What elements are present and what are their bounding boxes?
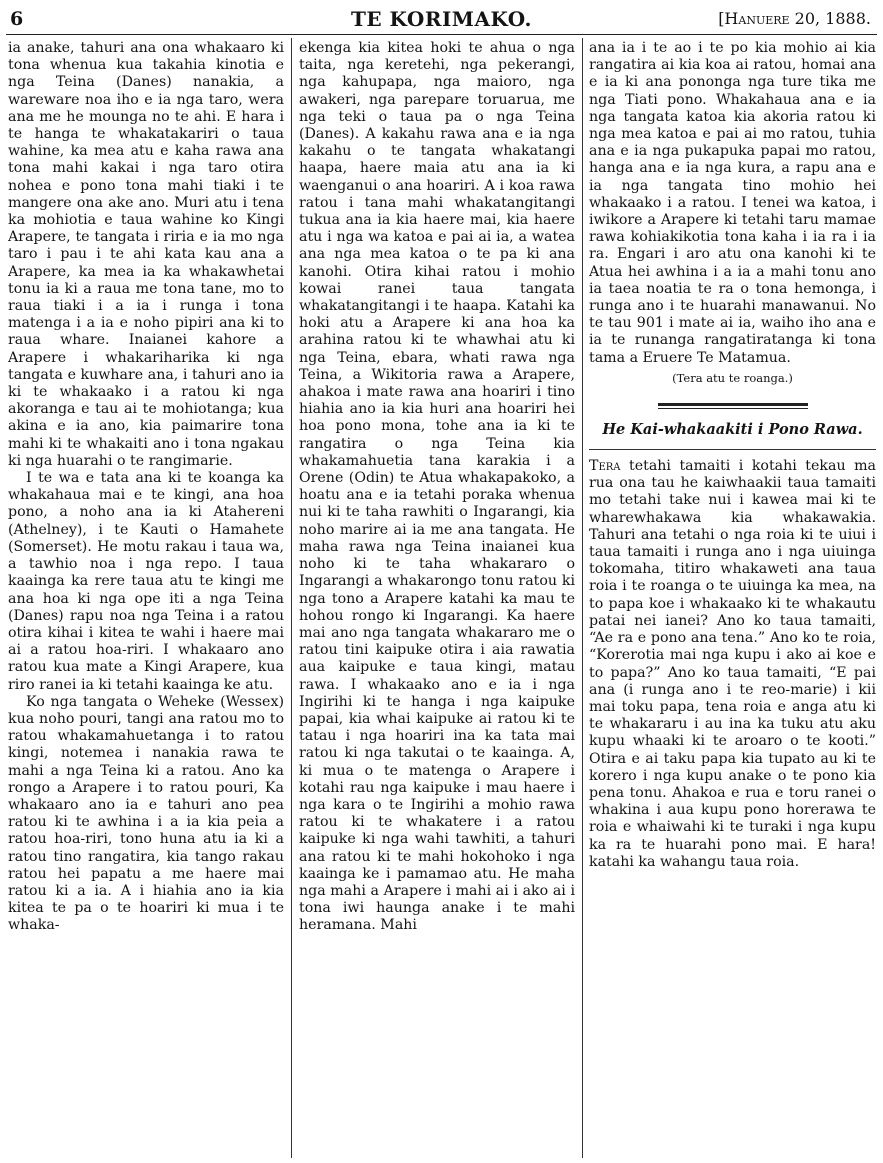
column-1 — [8, 40, 284, 1156]
column-3 — [589, 40, 876, 1156]
newspaper-title: TE KORIMAKO. — [350, 7, 533, 31]
continued-note: (Tera atu te roanga.) — [672, 370, 793, 385]
section-title: He Kai-whakaakiti i Pono Rawa. — [602, 421, 863, 439]
section-separator — [658, 403, 808, 409]
paragraph: ana ia i te ao i te po kia mohio ai kia rangatira ai kia koa ai ratou, homai ana e ia ki ana ponongа nga ture tika me nga Tiati pono. Whakahaua ana e ia nga tangata katoa kia akoria ratou ki nga mea katoa e pai ai mo ratou, tuhia ana e ia nga pukapuka papai mo ratou, hanga ana e ia nga kura, a rapu ana e ia nga tangata tino mohio hei whakaako i a ratou. I tenei wa katoa, i iwikore a Arapere ki tetahi taru mamae rawa kohiakikotia tona kaha i ia ra i ia ra. Engari i aro atu ona kanohi ki te Atua hei awhina i a ia a mahi tonu ano ia taea noatia te ra o tona hemonga, i runga ano i te huarahi manawanui. No te tau 901 i mate ai ia, waiho iho ana e ia te runanga rangatiratanga ki tona tama a Eruere Te Matamua. — [589, 40, 876, 366]
page-header — [6, 6, 877, 32]
paragraph: Ko nga tangata o Weheke (Wessex) kua noho pouri, tangi ana ratou mo to ratou whakamahuetanga i to ratou kingi, notemea i nanakia rawa te mahi a nga Teina ki a ratou. Ano ka rongo a Arapere i to ratou pouri, Ka whakaaro ano ia e tahuri ano pea ratou ki te awhina i a ia kia peia a ratou hoa-riri, tono huna atu ia ki a ratou tino rangatira, kia tango rakau ratou hei papatu a me haere mai ratou ki a ia. A i hiahia ano ia kia kitea te pa o te hoariri ki mua i te whaka- — [8, 693, 284, 934]
section-lead-word: Tera — [589, 458, 621, 475]
column-divider — [291, 38, 292, 1158]
page-number: 6 — [10, 8, 24, 30]
section-text: tetahi tamaiti i kotahi tekau ma rua ona tau he kaiwhaakii taua tamaiti mo tetahi take nui i kawea mai ki te wharewhakawa kia whakawakia. Tahuri ana tetahi o nga roia ki te uiui i taua tamaiti i runga ano i nga uiuinga tokomaha, titiro whakaweti ana taua roia i te roanga o te uiuinga ka mea, na to papa koe i whakaako ki te whakautu patai nei ianei? Ano ko taua tamaiti, “Ae ra e pono ana tena.” Ano ko te roia, “Korerotia mai nga kupu i ako ai koe e to papa?” Ano ko taua tamaiti, “E pai ana (i runga ano i te reo-marie) i kii mai toku papa, tena roia e anga atu ki te whakararu i au ina ka tuku atu aku kupu whaaki ki te aroaro o te kooti.” Otira e ai taku papa kia tupato au ki te korero i nga kupu anake o te pono kia pena tonu. Ahakoa e rua e toru ranei o whakina i aua kupu pono horerawa te roia e whaiwahi ki te turaki i nga kupu ka ra te huarahi pono mai. E hara! katahi ka wahangu taua roia. — [589, 458, 876, 870]
section-rule — [589, 449, 876, 450]
paragraph: I te wa e tata ana ki te koanga ka whakahaua mai e te kingi, ana hoa pono, a noho ana ia ki Atahereni (Athelney), i te Kauti o Hamahete (Somerset). He motu rakau i taua wa, a tawhio noa i nga repo. I taua kaainga ka rere taua atu te kingi me ana hoa ki nga ope iti a nga Teina (Danes) rapu noa nga Teina i a ratou otira kihai i kitea te wahi i haere mai ai a ratou hoa-riri. I whakaaro ano ratou kua mate a Kingi Arapere, kua riro ranei ia ki tetahi kaainga ke atu. — [8, 470, 284, 693]
column-2 — [299, 40, 575, 1156]
paragraph: ia anake, tahuri ana ona whakaaro ki tona whenua kua takahia kinotia e nga Teina (Danes) nanakia, a wareware noa iho e ia nga taro, wera ana me he moungа no te ahi. E hara i te hanga te whakatakariri o taua wahine, ka mea atu e kaha rawa ana tona mahi kakai i nga taro otira nohea e pono tona mahi tiaki i te mangere ona ake ano. Muri atu i tena ka mohiotia e taua wahine ko Kingi Arapere, te tangata i riria e ia mo nga taro i pau i te ahi kata kau ana a Arapere, ka mea ia ka whakawhetai tonu ia ki a raua me tona tane, mo to raua tiaki i a ia i runga i tona matenga i a ia e noho pipiri ana ki to raua whare. Inaianei kahore a Arapere i whakariharika ki nga tangata e kuwhare ana, i tahuri ano ia ki te whakaako i a ratou ki nga akoranga e tau ai te mohiotanga; kua akina e ia ano, kia paimarire tona mahi ki te whakaiti ano i tona ngakau ki nga huarahi o te rangimarie. — [8, 40, 284, 469]
paragraph: ekenga kia kitea hoki te ahua o nga taita, nga keretehi, nga pekerangi, nga kahupapa, nga maioro, nga awakeri, nga parepare toruarua, me nga teki o taua pa o nga Teina (Danes). A kakahu rawa ana e ia nga kakahu o te tangata whakatangi haapa, haere maia atu ana ia ki waenganui o ana hoariri. A i koa rawa ratou i tana mahi whakatangitangi tukua ana ia kia haere mai, kia haere atu i nga wa katoa e pai ai ia, a watea ana nga mea katoa o te pa ki ana kanohi. Otira kihai ratou i mohio kowai ranei taua tangata whakatangitangi i te haapa. Katahi ka hoki atu a Arapere ki ana hoa ka arahina ratou ki te whawhai atu ki nga Teina, ebara, whati rawa nga Teina, a Wikitoria rawa a Arapere, ahakoa i mate rawa ana hoariri i tino hiahia ano ia kia huri ana hoariri hei hoa pono mona, tohe ana ia ki te rangatira o nga Teina kia whakamahuetia tana karakia i a Orene (Odin) te Atua whakapakoko, a hoatu ana e ia tetahi poraka whenua nui ki te taha rawhiti o Ingarangi, kia noho marire ai ia me ana tangata. He maha rawa nga Teina inaianei kua noho ki te taha whakararo o Ingarangi a whakarongo tonu ratou ki nga tono a Arapere katahi ka mau te hohou rongo ki Ingarangi. Ka haere mai ano nga tangata whakararo me o ratou tini kaipuke otira i aia rawatia aua kaipuke e taua kingi, matau rawa. I whakaako ano e ia i nga Ingirihi ki te hanga i nga kaipuke papai, kia whai kaipuke ai ratou ki te tatau i nga hoariri ina ka tata mai ratou ki nga takutai o te kaainga. A, ki mua o te matenga o Arapere i kotahi rau nga kaipuke i mau haere i nga kara o te Ingirihi a mohio rawa ratou ki te whakatere i a ratou kaipuke ki nga wahi tawhiti, a tahuri ana ratou ki te mahi hokohoko i nga kaainga ke i pamamao atu. He maha nga mahi a Arapere i mahi ai i ako ai i tona iwi haunga anake i te mahi heramana. Mahi — [299, 40, 575, 934]
issue-date: [Hanuere 20, 1888. — [718, 9, 871, 28]
column-divider — [582, 38, 583, 1158]
section-paragraph — [589, 458, 876, 871]
header-rule — [6, 34, 877, 35]
